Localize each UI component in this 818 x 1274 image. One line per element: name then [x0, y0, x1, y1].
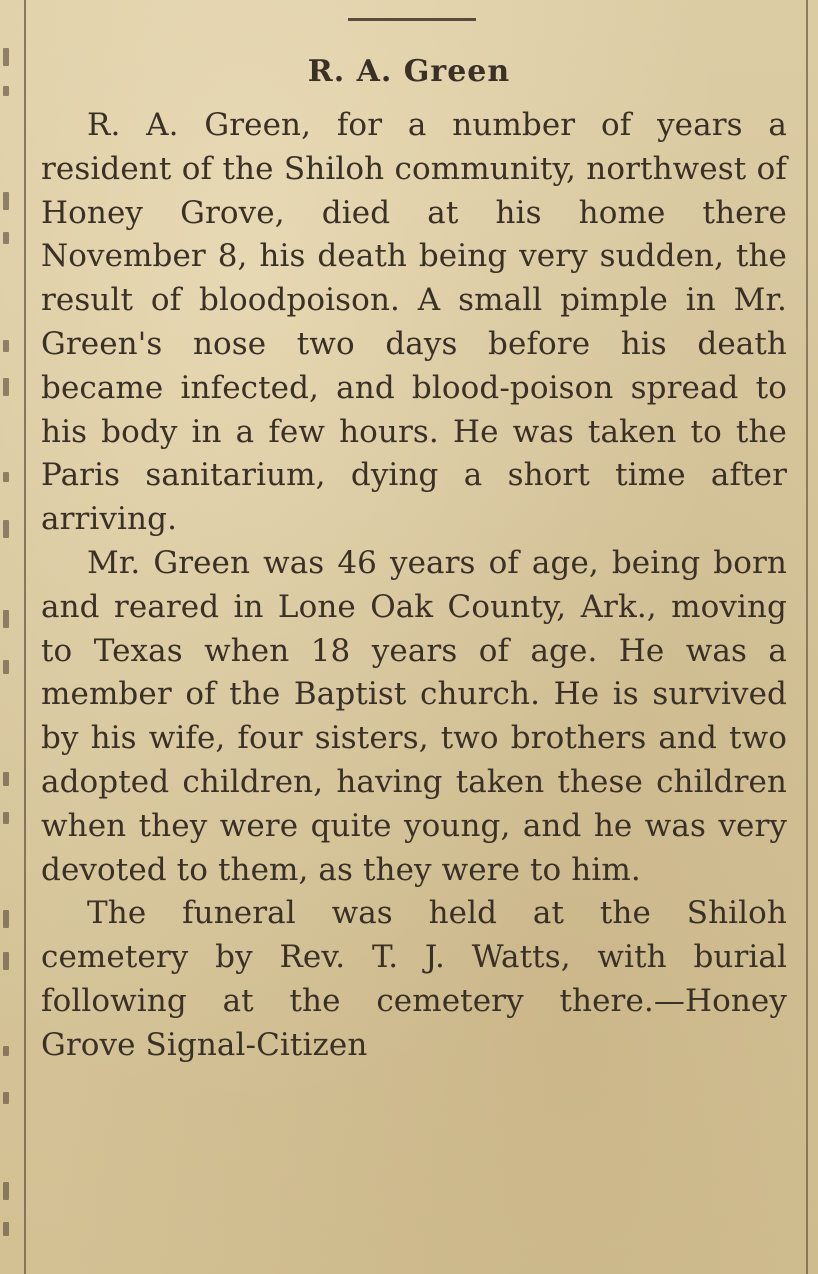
column-rule-left — [24, 0, 26, 1274]
article-paragraph-3: The funeral was held at the Shiloh cemetery by Rev. T. J. Watts, with burial following at the cemetery there.—Honey Grove Signal-Citizen — [41, 895, 787, 1063]
article-paragraph-1: R. A. Green, for a number of years a resident of the Shiloh community, northwest of Honey Grove, died at his home there November 8, his death being very sudden, the result of bloodpoison. A small pimple in Mr. Green's nose two days before his death became infected, and blood-poison spread to his body in a few hours. He was taken to the Paris sanitarium, dying a short time after arriving. — [41, 107, 787, 538]
column-rule-right — [806, 0, 808, 1274]
article-body — [41, 104, 787, 1068]
article-paragraph-2: Mr. Green was 46 years of age, being born and reared in Lone Oak County, Ark., moving to Texas when 18 years of age. He was a member of the Baptist church. He is survived by his wife, four sisters, two brothers and two adopted children, having taken these children when they were quite young, and he was very devoted to them, as they were to him. — [41, 544, 787, 888]
adjacent-column-fragments — [0, 0, 16, 1274]
section-divider-rule — [348, 18, 476, 21]
article-headline: R. A. Green — [307, 54, 511, 89]
